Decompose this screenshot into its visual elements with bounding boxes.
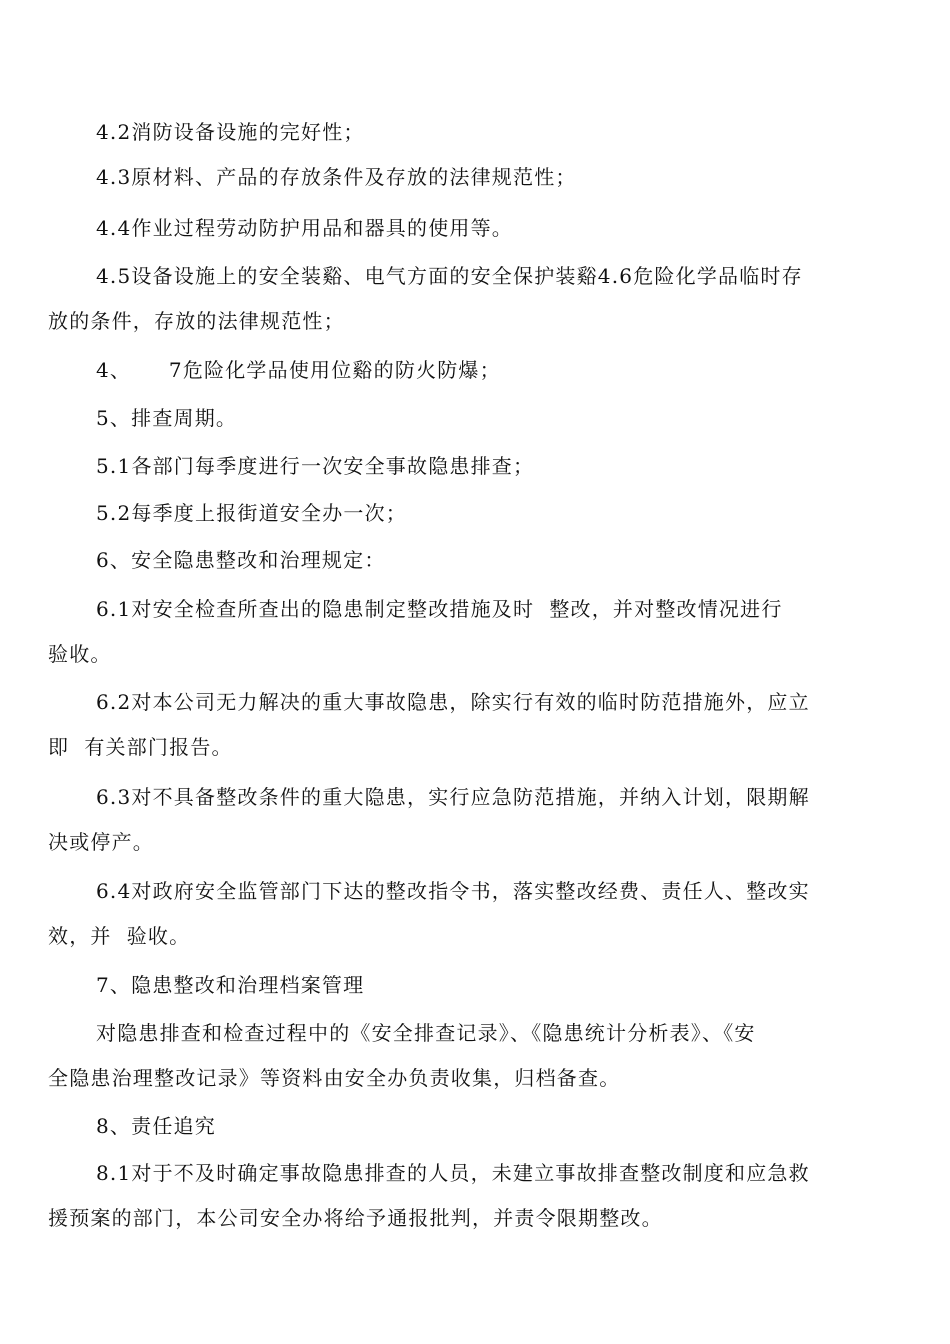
paragraph-7-body [48, 1011, 900, 1101]
text-line: 7、隐患整改和治理档案管理 [96, 973, 365, 997]
text-line: 4.5设备设施上的安全装谿、电气方面的安全保护装谿4.6危险化学品临时存 [96, 264, 803, 288]
paragraph-6-2 [48, 680, 900, 770]
paragraph-8-1 [48, 1151, 900, 1241]
paragraph-6-1 [48, 587, 900, 677]
paragraph-5-2 [48, 491, 900, 536]
text-line: 6、安全隐患整改和治理规定： [96, 548, 386, 572]
paragraph-6-3 [48, 775, 900, 865]
text-line: 援预案的部门，本公司安全办将给予通报批判，并责令限期整改。 [48, 1206, 663, 1230]
text-line: 效，并 验收。 [48, 924, 191, 948]
text-line: 4.4作业过程劳动防护用品和器具的使用等。 [96, 216, 514, 240]
text-line: 4.2消防设备设施的完好性； [96, 120, 365, 144]
paragraph-4-3 [48, 155, 900, 200]
text-line: 8.1对于不及时确定事故隐患排查的人员，未建立事故排查整改制度和应急救 [96, 1161, 810, 1185]
text-line: 放的条件，存放的法律规范性； [48, 309, 345, 333]
text-line: 6.2对本公司无力解决的重大事故隐患，除实行有效的临时防范措施外，应立 [96, 690, 810, 714]
paragraph-4-7 [48, 348, 900, 393]
paragraph-4-4 [48, 206, 900, 251]
text-line: 全隐患治理整改记录》等资料由安全办负责收集，归档备查。 [48, 1066, 621, 1090]
paragraph-4-2 [48, 110, 900, 155]
text-line: 5.2每季度上报街道安全办一次； [96, 501, 408, 525]
section-heading-6 [48, 538, 900, 583]
text-line: 6.3对不具备整改条件的重大隐患，实行应急防范措施，并纳入计划，限期解 [96, 785, 810, 809]
paragraph-5-1 [48, 444, 900, 489]
text-line: 决或停产。 [48, 830, 154, 854]
section-heading-8 [48, 1104, 900, 1149]
paragraph-6-4 [48, 869, 900, 959]
section-heading-7 [48, 963, 900, 1008]
text-line: 即 有关部门报告。 [48, 735, 233, 759]
text-line: 8、责任追究 [96, 1114, 216, 1138]
text-line: 4、 7危险化学品使用位谿的防火防爆； [96, 358, 501, 382]
text-line: 4.3原材料、产品的存放条件及存放的法律规范性； [96, 165, 577, 189]
section-heading-5 [48, 396, 900, 441]
text-line: 6.4对政府安全监管部门下达的整改指令书，落实整改经费、责任人、整改实 [96, 879, 810, 903]
text-line: 对隐患排查和检查过程中的《安全排查记录》、《隐患统计分析表》、《安 [96, 1021, 756, 1045]
text-line: 验收。 [48, 642, 112, 666]
text-line: 5.1各部门每季度进行一次安全事故隐患排查； [96, 454, 535, 478]
text-line: 6.1对安全检查所查出的隐患制定整改措施及时 整改，并对整改情况进行 [96, 597, 783, 621]
paragraph-4-5 [48, 254, 900, 344]
text-line: 5、排查周期。 [96, 406, 238, 430]
